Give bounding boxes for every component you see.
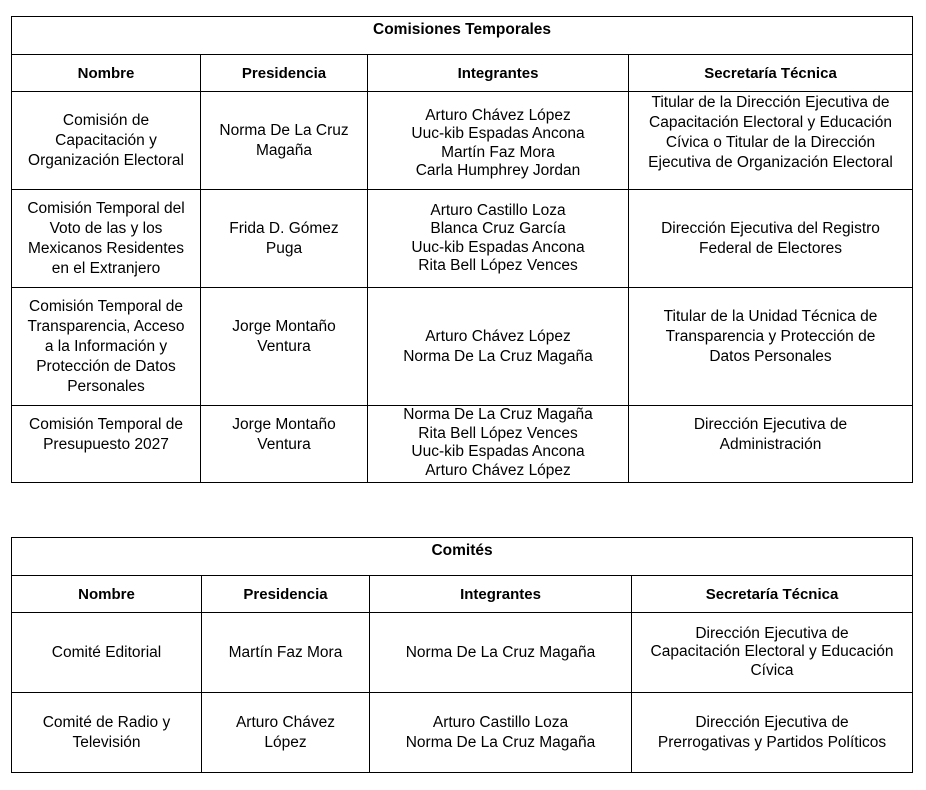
cell-line: Personales <box>67 377 145 395</box>
cell-line: Capacitación y <box>55 131 157 149</box>
cell-secretaria <box>629 92 913 190</box>
table-row <box>12 288 913 406</box>
cell-line: Norma De La Cruz <box>219 121 349 139</box>
cell-line: Arturo Castillo Loza <box>432 713 569 731</box>
cell-line: López <box>264 733 307 751</box>
cell-line: Norma De La Cruz Magaña <box>405 733 596 751</box>
cell-integrantes <box>368 190 629 288</box>
cell-line: Dirección Ejecutiva de <box>695 713 849 731</box>
cell-line: Comisión Temporal de <box>29 297 183 315</box>
cell-nombre <box>12 190 201 288</box>
cell-line: Comité de Radio y <box>42 713 171 731</box>
cell-line: Presupuesto 2027 <box>43 436 169 453</box>
cell-line: Frida D. Gómez <box>229 219 339 237</box>
cell-secretaria <box>632 613 913 693</box>
cell-line: Blanca Cruz García <box>430 220 566 237</box>
column-header-presidencia: Presidencia <box>202 576 370 613</box>
cell-nombre <box>12 92 201 190</box>
cell-line: Cívica <box>750 661 794 679</box>
cell-line: Martín Faz Mora <box>441 143 555 161</box>
cell-line: Arturo Chávez López <box>425 461 571 479</box>
cell-line: Prerrogativas y Partidos Políticos <box>657 733 887 751</box>
comisiones-temporales-table <box>11 16 913 483</box>
cell-line: Comisión Temporal del <box>27 199 185 217</box>
cell-line: Arturo Chávez López <box>425 327 571 345</box>
cell-integrantes <box>370 693 632 773</box>
cell-secretaria <box>632 693 913 773</box>
column-header-nombre: Nombre <box>12 55 201 92</box>
cell-line: Dirección Ejecutiva del Registro <box>661 219 880 237</box>
cell-presidencia <box>201 190 368 288</box>
cell-nombre <box>12 288 201 406</box>
cell-line: Uuc-kib Espadas Ancona <box>411 238 585 256</box>
cell-line: Ventura <box>257 436 311 453</box>
cell-integrantes <box>368 288 629 406</box>
cell-line: Arturo Chávez <box>235 713 336 731</box>
cell-line: Uuc-kib Espadas Ancona <box>411 443 585 460</box>
cell-presidencia <box>202 613 370 693</box>
cell-line: Arturo Chávez López <box>425 106 571 124</box>
cell-presidencia <box>201 92 368 190</box>
column-header-presidencia: Presidencia <box>201 55 368 92</box>
table-row <box>12 92 913 190</box>
cell-line: Administración <box>719 436 822 453</box>
comites-table <box>11 537 913 773</box>
cell-line: Federal de Electores <box>698 239 843 257</box>
column-header-integrantes: Integrantes <box>370 576 632 613</box>
cell-line: Dirección Ejecutiva de <box>695 624 849 642</box>
cell-line: Datos Personales <box>709 348 832 365</box>
cell-line: Rita Bell López Vences <box>418 257 578 274</box>
table-title: Comités <box>12 538 913 576</box>
cell-secretaria <box>629 288 913 406</box>
cell-secretaria <box>629 406 913 483</box>
table-title: Comisiones Temporales <box>12 17 913 55</box>
cell-line: Cívica o Titular de la Dirección <box>665 134 876 151</box>
cell-nombre <box>12 406 201 483</box>
cell-line: Rita Bell López Vences <box>418 424 578 442</box>
cell-line: a la Información y <box>44 337 168 355</box>
cell-presidencia <box>202 693 370 773</box>
cell-line: Magaña <box>255 141 312 159</box>
cell-line: Comisión de <box>62 111 150 129</box>
cell-integrantes <box>368 92 629 190</box>
cell-line: Transparencia y Protección de <box>665 328 876 345</box>
cell-line: Televisión <box>72 733 141 751</box>
cell-line: Mexicanos Residentes <box>28 239 184 257</box>
column-header-secretaria: Secretaría Técnica <box>629 55 913 92</box>
cell-line: Titular de la Unidad Técnica de <box>663 308 878 325</box>
cell-line: Ventura <box>257 338 311 355</box>
cell-line: Transparencia, Acceso <box>27 317 185 335</box>
cell-line: Protección de Datos <box>36 357 176 375</box>
cell-line: Comisión Temporal de <box>29 416 183 433</box>
cell-line: Uuc-kib Espadas Ancona <box>411 125 585 142</box>
cell-line: Voto de las y los <box>49 219 163 237</box>
cell-line: Capacitación Electoral y Educación <box>650 643 894 661</box>
cell-line: Norma De La Cruz Magaña <box>403 347 593 365</box>
table-row <box>12 613 913 693</box>
table-row <box>12 190 913 288</box>
cell-line: Martín Faz Mora <box>228 643 343 661</box>
cell-line: Jorge Montaño <box>232 318 336 335</box>
column-header-secretaria: Secretaría Técnica <box>632 576 913 613</box>
cell-nombre <box>12 613 202 693</box>
cell-line: Capacitación Electoral y Educación <box>649 114 892 131</box>
table-row <box>12 406 913 483</box>
cell-line: Jorge Montaño <box>232 416 336 433</box>
cell-line: Titular de la Dirección Ejecutiva de <box>651 94 890 111</box>
cell-line: Norma De La Cruz Magaña <box>403 406 593 423</box>
cell-line: Dirección Ejecutiva de <box>693 416 848 433</box>
cell-line: Organización Electoral <box>28 151 184 169</box>
cell-presidencia <box>201 406 368 483</box>
cell-line: Ejecutiva de Organización Electoral <box>648 154 893 171</box>
cell-nombre <box>12 693 202 773</box>
cell-line: en el Extranjero <box>51 259 161 277</box>
cell-line: Puga <box>265 239 303 257</box>
cell-integrantes <box>368 406 629 483</box>
cell-line: Norma De La Cruz Magaña <box>405 643 596 661</box>
cell-presidencia <box>201 288 368 406</box>
cell-line: Carla Humphrey Jordan <box>415 162 581 179</box>
cell-secretaria <box>629 190 913 288</box>
column-header-nombre: Nombre <box>12 576 202 613</box>
column-header-integrantes: Integrantes <box>368 55 629 92</box>
cell-line: Arturo Castillo Loza <box>430 201 566 219</box>
cell-integrantes <box>370 613 632 693</box>
cell-line: Comité Editorial <box>51 643 162 661</box>
table-row <box>12 693 913 773</box>
